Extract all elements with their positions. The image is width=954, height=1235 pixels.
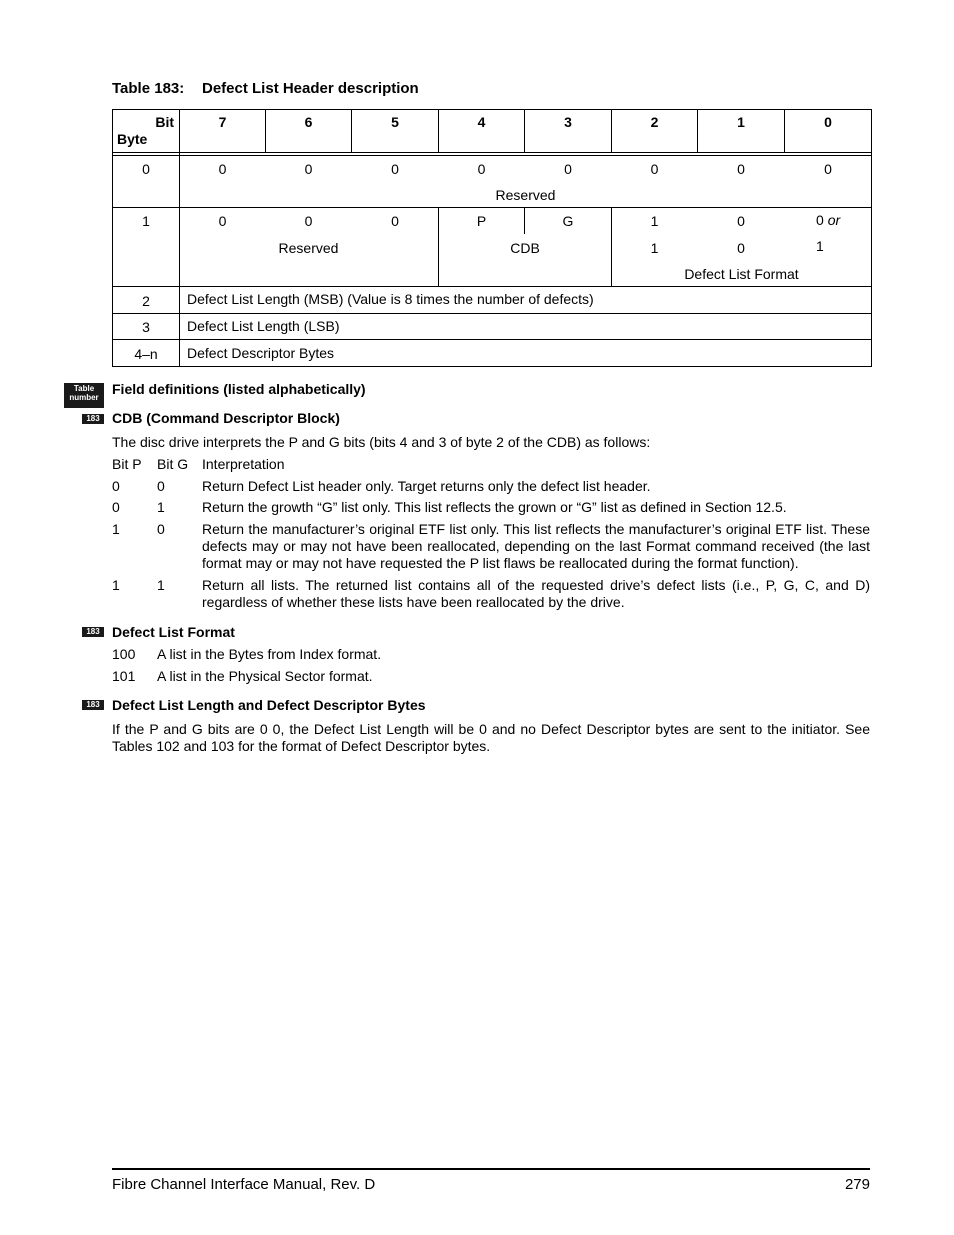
cdb-row-10-g: 0 <box>157 521 165 537</box>
cdb-title: CDB (Command Descriptor Block) <box>112 410 340 426</box>
footer-rule <box>112 1168 870 1170</box>
table-caption <box>112 80 419 97</box>
row1-bit1-alt: 0 <box>737 240 745 256</box>
col-bit-p: Bit P <box>112 456 142 472</box>
length-title: Defect List Length and Defect Descriptor Bytes <box>112 697 426 713</box>
length-text: If the P and G bits are 0 0, the Defect List Length will be 0 and no Defect Descriptor bytes are sent to the initiator. See Tables 102 and 103 for the format of Defect Descriptor bytes. <box>112 721 870 754</box>
row1-bit0-alt: 1 <box>816 238 824 254</box>
format-row-101-text: A list in the Physical Sector format. <box>157 668 373 684</box>
header-byte-label: Byte <box>117 131 148 147</box>
table-number-tag-line2: number <box>69 393 99 402</box>
bit-2-header: 2 <box>650 114 659 130</box>
row2-text: Defect List Length (MSB) (Value is 8 times the number of defects) <box>187 291 594 307</box>
cdb-row-11-g: 1 <box>157 577 165 593</box>
row0-byte: 0 <box>142 161 150 177</box>
table-number-tag-line1: Table <box>73 384 95 393</box>
length-table-tag: 183 <box>82 700 104 710</box>
footer-page-number: 279 <box>844 1176 870 1193</box>
cdb-row-01-p: 0 <box>112 499 120 515</box>
row3-text: Defect List Length (LSB) <box>187 318 340 334</box>
format-title: Defect List Format <box>112 624 235 640</box>
bit-1-header: 1 <box>737 114 745 130</box>
table-border-bottom <box>112 366 872 367</box>
row0-reserved: Reserved <box>495 187 556 203</box>
byte-column-rule <box>179 109 180 367</box>
row4-text: Defect Descriptor Bytes <box>187 345 335 361</box>
row1-bit0 <box>816 212 840 228</box>
cdb-row-01-g: 1 <box>157 499 165 515</box>
row0-bit4: 0 <box>477 161 486 177</box>
cdb-row-11-p: 1 <box>112 577 120 593</box>
table-caption-title: Defect List Header description <box>202 80 419 97</box>
field-definitions-heading: Field definitions (listed alphabetically) <box>112 381 366 397</box>
row-rule-2 <box>112 313 872 314</box>
row1-defect-list-format: Defect List Format <box>684 266 799 282</box>
cdb-row-00-text: Return Defect List header only. Target returns only the defect list header. <box>202 478 651 494</box>
row1-cdb: CDB <box>510 240 540 256</box>
row1-bit7: 0 <box>218 213 227 229</box>
bit-0-header: 0 <box>824 114 832 130</box>
col-interpretation: Interpretation <box>202 456 285 472</box>
bit-4-header: 4 <box>477 114 486 130</box>
bit-5-header: 5 <box>391 114 399 130</box>
row0-bit6: 0 <box>304 161 313 177</box>
format-row-101-code: 101 <box>112 668 136 684</box>
header-rule-1 <box>112 152 872 153</box>
cdb-row-10-text: Return the manufacturer’s original ETF list only. This list reflects the manufacturer’s original ETF list. These defects may or may not have been reallocated, depending on the last Format command received (the last format may or may not have requested the P list flaws be reallocated during the format function). <box>202 521 870 571</box>
row1-bit6: 0 <box>304 213 313 229</box>
row2-byte: 2 <box>142 293 150 309</box>
cdb-table-tag: 183 <box>82 414 104 424</box>
row0-bit1: 0 <box>737 161 745 177</box>
row0-bit0: 0 <box>824 161 832 177</box>
cdb-row-00-p: 0 <box>112 478 120 494</box>
row1-bit4-p: P <box>476 213 487 229</box>
row1-bit0-value: 0 <box>816 212 824 228</box>
footer-title: Fibre Channel Interface Manual, Rev. D <box>112 1176 376 1193</box>
header-bit-label: Bit <box>155 114 174 130</box>
table-caption-number: Table 183: <box>112 80 185 97</box>
format-row-100-text: A list in the Bytes from Index format. <box>157 646 382 662</box>
row1-bit5: 0 <box>391 213 399 229</box>
row-rule-1 <box>112 286 872 287</box>
table-number-tag <box>64 383 104 408</box>
row1-bit1: 0 <box>737 213 745 229</box>
row1-bit3-g: G <box>562 213 574 229</box>
bit-3-header: 3 <box>564 114 572 130</box>
table-border-right <box>871 109 872 367</box>
row3-byte: 3 <box>142 319 150 335</box>
row4-byte: 4–n <box>134 346 158 362</box>
cdb-row-01-text: Return the growth “G” list only. This list reflects the grown or “G” list as defined in Section 12.5. <box>202 499 787 515</box>
row1-reserved: Reserved <box>278 240 339 256</box>
row1-byte: 1 <box>142 213 150 229</box>
row1-bit2-alt: 1 <box>650 240 659 256</box>
format-table-tag: 183 <box>82 627 104 637</box>
row1-bit2: 1 <box>650 213 659 229</box>
row1-bit0-or: or <box>827 212 841 228</box>
cdb-row-00-g: 0 <box>157 478 165 494</box>
row0-bit5: 0 <box>391 161 399 177</box>
row-rule-3 <box>112 339 872 340</box>
row0-bit7: 0 <box>218 161 227 177</box>
cdb-intro: The disc drive interprets the P and G bits (bits 4 and 3 of byte 2 of the CDB) as follows: <box>112 434 651 450</box>
cdb-row-10-p: 1 <box>112 521 120 537</box>
row0-bit3: 0 <box>564 161 572 177</box>
bit-6-header: 6 <box>304 114 313 130</box>
table-border-top <box>112 109 872 110</box>
header-rule-2 <box>112 155 872 156</box>
bit-7-header: 7 <box>218 114 227 130</box>
row0-bit2: 0 <box>650 161 659 177</box>
cdb-row-11-text: Return all lists. The returned list contains all of the requested drive’s defect lists (i.e., P, G, C, and D) regardless of whether these lists have been reallocated by the drive. <box>202 577 870 610</box>
format-row-100-code: 100 <box>112 646 136 662</box>
col-bit-g: Bit G <box>157 456 189 472</box>
row-rule-0 <box>112 207 872 208</box>
